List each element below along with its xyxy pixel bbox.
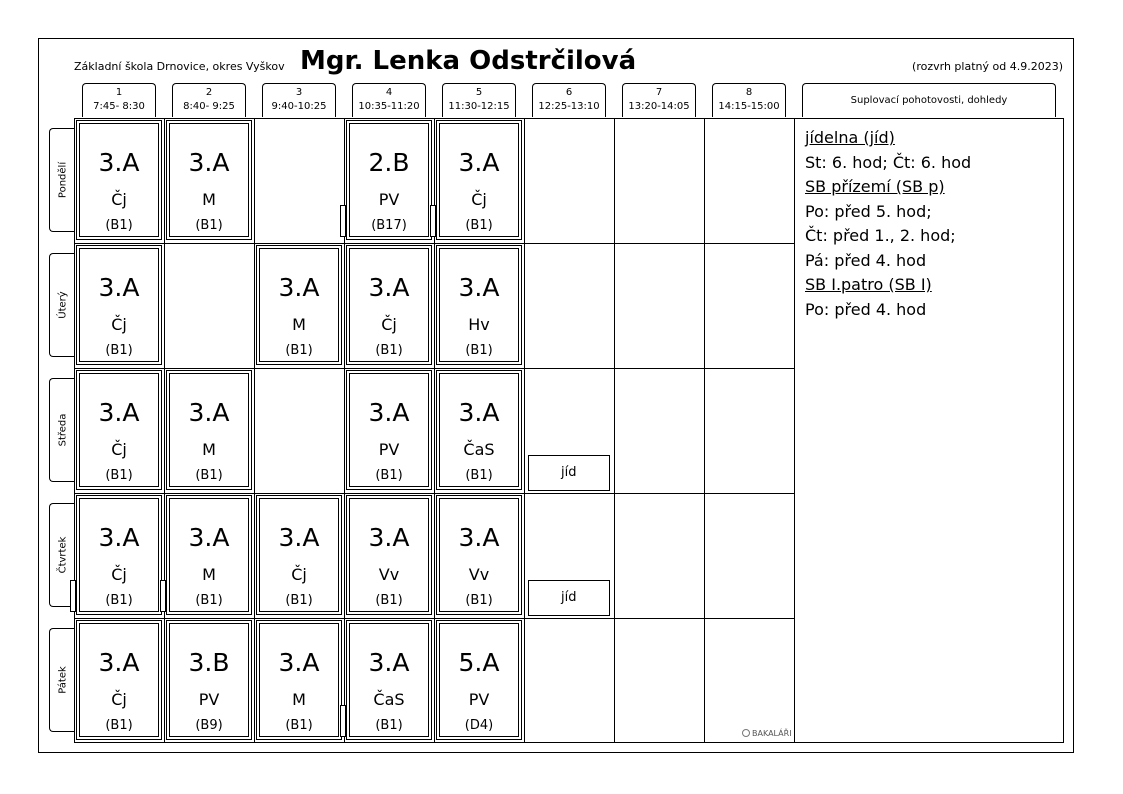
lesson-class: 5.A: [458, 648, 500, 677]
day-tab-3: [49, 378, 75, 482]
lesson-room: (B1): [465, 343, 493, 358]
period-header-1: [82, 83, 156, 117]
duty-cell: jíd: [528, 455, 610, 491]
lesson-subject: M: [292, 315, 306, 334]
period-header-7: [622, 83, 696, 117]
lesson-class: 3.A: [458, 148, 500, 177]
supervision-schedule: St: 6. hod; Čt: 6. hod: [805, 152, 972, 172]
bakalari-logo-icon: [742, 729, 750, 737]
day-name: Čtvrtek: [57, 536, 68, 574]
lesson-cell: [166, 495, 252, 615]
lesson-cell: [436, 495, 522, 615]
lesson-class: 3.A: [98, 648, 140, 677]
supervision-schedule: Po: před 5. hod;: [805, 201, 932, 221]
supervision-list: [805, 126, 1060, 322]
day-name: Pondělí: [57, 161, 68, 199]
period-number: 3: [295, 87, 303, 98]
period-time: 10:35-11:20: [358, 101, 420, 112]
period-time: 11:30-12:15: [448, 101, 510, 112]
lesson-room: (B1): [105, 468, 133, 483]
lesson-subject: PV: [378, 440, 400, 459]
lesson-class: 3.A: [188, 148, 230, 177]
lesson-class: 3.A: [368, 523, 410, 552]
lesson-class: 3.A: [368, 648, 410, 677]
period-number: 8: [745, 87, 753, 98]
period-time: 7:45- 8:30: [93, 101, 145, 112]
lesson-subject: Hv: [468, 315, 490, 334]
duty-cell: jíd: [528, 580, 610, 616]
lesson-room: (B17): [371, 218, 407, 233]
lesson-cell: [436, 245, 522, 365]
validity-note: (rozvrh platný od 4.9.2023): [912, 60, 1063, 73]
split-marker: [70, 580, 76, 612]
supervision-header: Suplovací pohotovosti, dohledy: [802, 83, 1056, 117]
logo-text: BAKALÁŘI: [752, 729, 792, 738]
lesson-class: 3.A: [188, 398, 230, 427]
lesson-subject: Čj: [111, 565, 127, 584]
lesson-subject: PV: [198, 690, 220, 709]
supervision-schedule: Pá: před 4. hod: [805, 250, 927, 270]
lesson-subject: PV: [378, 190, 400, 209]
period-time: 13:20-14:05: [628, 101, 690, 112]
lesson-cell: [256, 245, 342, 365]
lesson-subject: Čj: [471, 190, 487, 209]
split-marker: [340, 705, 346, 737]
lesson-class: 3.A: [98, 398, 140, 427]
lesson-subject: Čj: [381, 315, 397, 334]
period-number: 1: [115, 87, 123, 98]
lesson-subject: M: [202, 190, 216, 209]
period-time: 12:25-13:10: [538, 101, 600, 112]
lesson-class: 2.B: [368, 148, 410, 177]
period-time: 8:40- 9:25: [183, 101, 235, 112]
supervision-location: jídelna (jíd): [805, 128, 895, 147]
grid-column-line: [794, 118, 795, 743]
day-tab-1: [49, 128, 75, 232]
supervision-location: SB přízemí (SB p): [805, 177, 945, 196]
supervision-schedule: Čt: před 1., 2. hod;: [805, 226, 956, 245]
lesson-room: (B1): [285, 343, 313, 358]
lesson-cell: [76, 120, 162, 240]
period-header-6: [532, 83, 606, 117]
lesson-cell: [76, 370, 162, 490]
lesson-room: (B1): [465, 593, 493, 608]
split-marker: [430, 205, 436, 237]
split-marker: [340, 205, 346, 237]
lesson-subject: M: [202, 565, 216, 584]
period-number: 6: [565, 87, 573, 98]
supervision-schedule: Po: před 4. hod: [805, 299, 927, 319]
lesson-room: (B1): [285, 718, 313, 733]
split-marker: [160, 580, 166, 612]
lesson-room: (B1): [105, 593, 133, 608]
lesson-subject: Čj: [111, 690, 127, 709]
grid-column-line: [254, 118, 255, 743]
lesson-class: 3.A: [458, 523, 500, 552]
lesson-cell: [76, 245, 162, 365]
lesson-room: (B1): [285, 593, 313, 608]
lesson-room: (B1): [375, 593, 403, 608]
lesson-subject: Čj: [111, 440, 127, 459]
lesson-class: 3.A: [278, 273, 320, 302]
grid-column-line: [164, 118, 165, 743]
period-number: 4: [385, 87, 393, 98]
lesson-subject: Čj: [111, 190, 127, 209]
lesson-room: (B1): [375, 343, 403, 358]
lesson-cell: [346, 495, 432, 615]
lesson-class: 3.A: [458, 273, 500, 302]
lesson-subject: ČaS: [373, 690, 405, 709]
grid-row-line: [74, 493, 794, 494]
lesson-room: (B1): [465, 218, 493, 233]
period-number: 5: [475, 87, 483, 98]
lesson-subject: Vv: [468, 565, 490, 584]
grid-row-line: [74, 618, 794, 619]
lesson-subject: Vv: [378, 565, 400, 584]
lesson-cell: [436, 620, 522, 740]
period-header-2: [172, 83, 246, 117]
lesson-cell: [76, 495, 162, 615]
lesson-class: 3.A: [368, 398, 410, 427]
period-time: 14:15-15:00: [718, 101, 780, 112]
lesson-class: 3.A: [188, 523, 230, 552]
lesson-class: 3.A: [278, 523, 320, 552]
lesson-cell: [166, 620, 252, 740]
day-tab-2: [49, 253, 75, 357]
period-header-3: [262, 83, 336, 117]
period-time: 9:40-10:25: [271, 101, 327, 112]
lesson-cell: [346, 120, 432, 240]
lesson-subject: ČaS: [463, 440, 495, 459]
lesson-room: (B1): [195, 218, 223, 233]
lesson-room: (B1): [105, 718, 133, 733]
period-number: 7: [655, 87, 663, 98]
teacher-name: Mgr. Lenka Odstrčilová: [300, 46, 637, 76]
lesson-class: 3.A: [458, 398, 500, 427]
grid-column-line: [704, 118, 705, 743]
lesson-subject: Čj: [111, 315, 127, 334]
period-header-8: [712, 83, 786, 117]
lesson-cell: [76, 620, 162, 740]
lesson-cell: [346, 245, 432, 365]
school-name: Základní škola Drnovice, okres Vyškov: [74, 60, 285, 73]
lesson-room: (B1): [195, 468, 223, 483]
lesson-subject: PV: [468, 690, 490, 709]
day-name: Pátek: [57, 666, 68, 694]
lesson-cell: [166, 370, 252, 490]
grid-row-line: [74, 368, 794, 369]
day-name: Středa: [57, 413, 68, 447]
lesson-class: 3.A: [98, 148, 140, 177]
lesson-room: (B1): [105, 218, 133, 233]
lesson-room: (B1): [105, 343, 133, 358]
period-number: 2: [205, 87, 213, 98]
lesson-subject: M: [292, 690, 306, 709]
lesson-room: (D4): [464, 718, 494, 733]
lesson-class: 3.A: [98, 273, 140, 302]
lesson-cell: [436, 370, 522, 490]
grid-column-line: [524, 118, 525, 743]
lesson-room: (B1): [375, 468, 403, 483]
lesson-cell: [256, 495, 342, 615]
lesson-cell: [436, 120, 522, 240]
bakalari-logo: [742, 729, 792, 738]
lesson-room: (B1): [465, 468, 493, 483]
lesson-cell: [166, 120, 252, 240]
day-name: Úterý: [57, 291, 68, 319]
supervision-location: SB I.patro (SB I): [805, 275, 932, 294]
lesson-cell: [346, 370, 432, 490]
lesson-subject: M: [202, 440, 216, 459]
period-header-4: [352, 83, 426, 117]
lesson-cell: [256, 620, 342, 740]
lesson-class: 3.A: [278, 648, 320, 677]
lesson-cell: [346, 620, 432, 740]
lesson-class: 3.A: [98, 523, 140, 552]
day-tab-5: [49, 628, 75, 732]
lesson-subject: Čj: [291, 565, 307, 584]
lesson-room: (B9): [195, 718, 223, 733]
lesson-room: (B1): [195, 593, 223, 608]
period-header-5: [442, 83, 516, 117]
lesson-room: (B1): [375, 718, 403, 733]
lesson-class: 3.B: [188, 648, 230, 677]
grid-row-line: [74, 243, 794, 244]
lesson-class: 3.A: [368, 273, 410, 302]
grid-column-line: [614, 118, 615, 743]
